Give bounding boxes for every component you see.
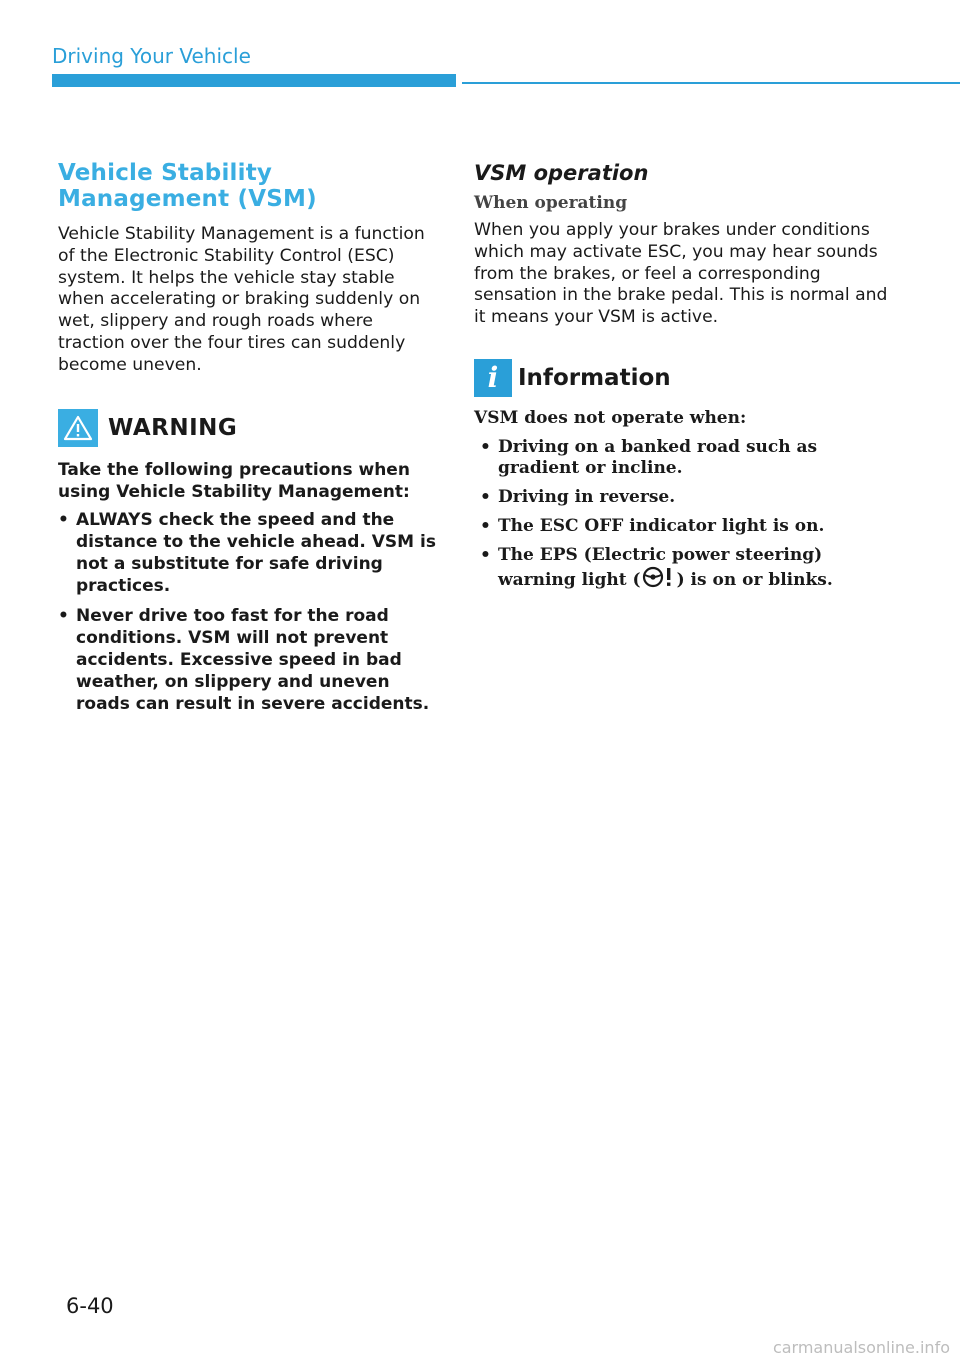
eps-warning-icon — [642, 566, 676, 588]
info-title: Information — [518, 364, 671, 391]
information-icon: i — [474, 359, 512, 397]
watermark: carmanualsonline.info — [772, 1338, 950, 1357]
list-item: • The ESC OFF indicator light is on. — [480, 515, 825, 536]
bullet-icon: • — [58, 509, 69, 530]
chapter-title: Driving Your Vehicle — [52, 44, 251, 68]
list-item: • Driving in reverse. — [480, 486, 676, 507]
header-rule — [462, 82, 960, 84]
right-column — [474, 160, 894, 599]
list-item: • ALWAYS check the speed and the distance to the vehicle ahead. VSM is not a substitute for safe driving practices. — [58, 509, 436, 596]
list-item: • Driving on a banked road such as gradient or incline. — [480, 436, 818, 478]
info-header — [474, 359, 894, 397]
list-item: • The EPS (Electric power steering) warning light ( ) is on or blinks. — [480, 544, 833, 590]
warning-icon — [58, 409, 98, 447]
subsection-title: VSM operation — [474, 161, 649, 185]
info-list — [480, 437, 894, 591]
warning-header — [58, 409, 440, 447]
header-bar — [52, 74, 456, 87]
section-body: Vehicle Stability Management is a function of the Electronic Stability Control (ESC) system. It helps the vehicle stay stable when accelerating or braking suddenly on wet, slippery and rough roads where traction over the four tires can suddenly become uneven. — [58, 224, 425, 375]
bullet-icon: • — [480, 436, 491, 457]
warning-intro: Take the following precautions when using Vehicle Stability Management: — [58, 459, 410, 502]
subsection-body: When you apply your brakes under conditions which may activate ESC, you may hear sounds from the brakes, or feel a corresponding sensation in the brake pedal. This is normal and it means your VSM is active. — [474, 220, 888, 328]
page-number: 6-40 — [66, 1294, 114, 1318]
left-column — [52, 160, 440, 723]
warning-list — [58, 509, 440, 715]
bullet-icon: • — [58, 605, 69, 626]
section-title: Vehicle Stability Management (VSM) — [58, 160, 317, 212]
bullet-icon: • — [480, 515, 491, 536]
list-item: • Never drive too fast for the road conditions. VSM will not prevent accidents. Excessive speed in bad weather, on slippery and uneven roads can result in severe accidents. — [58, 605, 430, 714]
subsection-label: When operating — [474, 193, 628, 213]
bullet-icon: • — [480, 544, 491, 565]
info-lead: VSM does not operate when: — [474, 407, 747, 428]
warning-title: WARNING — [108, 414, 238, 441]
bullet-icon: • — [480, 486, 491, 507]
